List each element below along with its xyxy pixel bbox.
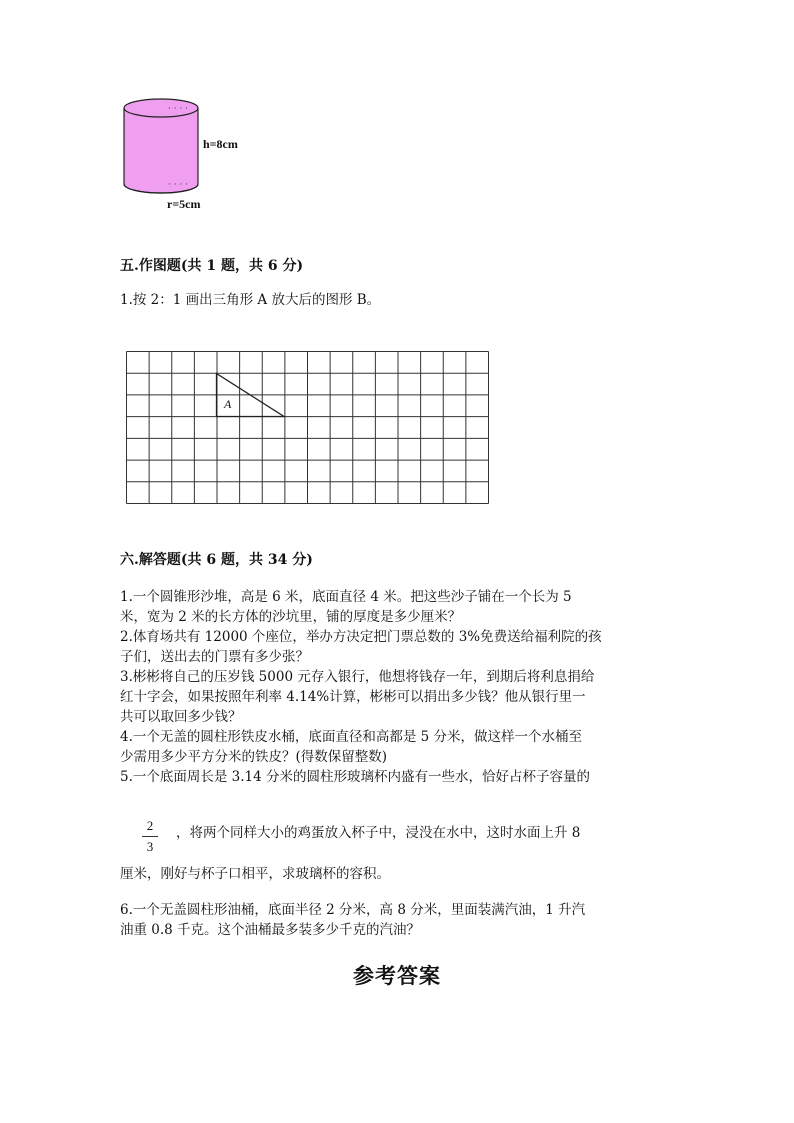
question-line: 米，宽为 2 米的长方体的沙坑里，铺的厚度是多少厘米？ — [120, 609, 462, 625]
question-line: 2.体育场共有 12000 个座位，举办方决定把门票总数的 3%免费送给福利院的孩 — [120, 629, 602, 645]
question-line: 1.一个圆锥形沙堆，高是 6 米，底面直径 4 米。把这些沙子铺在一个长为 5 — [120, 589, 572, 605]
radius-label: r=5cm — [167, 197, 201, 211]
drawing-grid — [126, 351, 490, 505]
question-line: 4.一个无盖的圆柱形铁皮水桶，底面直径和高都是 5 分米，做这样一个水桶至 — [120, 729, 583, 745]
question-line: 油重 0.8 千克。这个油桶最多装多少千克的汽油？ — [120, 922, 421, 938]
svg-text:· · · ·: · · · · — [168, 104, 189, 114]
fraction-denominator: 3 — [146, 839, 154, 854]
section-6-title: 六.解答题(共 6 题，共 34 分) — [120, 552, 313, 568]
fraction-two-thirds — [142, 818, 158, 855]
triangle-label: A — [224, 397, 232, 411]
question-line: 子们，送出去的门票有多少张？ — [120, 649, 309, 665]
height-label: h=8cm — [203, 137, 238, 151]
question-6 — [120, 900, 585, 940]
question-line: 3.彬彬将自己的压岁钱 5000 元存入银行，他想将钱存一年，到期后将利息捐给 — [120, 669, 595, 685]
fraction-numerator: 2 — [146, 818, 154, 833]
question-line: 红十字会，如果按照年利率 4.14%计算，彬彬可以捐出多少钱？他从银行里一 — [120, 689, 586, 705]
section-5-question-1: 1.按 2：1 画出三角形 A 放大后的图形 B。 — [120, 292, 381, 308]
question-line: 6.一个无盖圆柱形油桶，底面半径 2 分米，高 8 分米，里面装满汽油，1 升汽 — [120, 902, 586, 918]
question-5-end: 厘米，刚好与杯子口相平，求玻璃杯的容积。 — [120, 866, 390, 882]
question-5-continuation: ，将两个同样大小的鸡蛋放入杯子中，浸没在水中，这时水面上升 8 — [176, 825, 581, 841]
section-5-title: 五.作图题(共 1 题，共 6 分) — [120, 258, 304, 274]
svg-text:· · · ·: · · · · — [168, 180, 189, 190]
section-6-body — [120, 587, 602, 787]
question-line: 共可以取回多少钱？ — [120, 709, 242, 725]
question-line: 5.一个底面周长是 3.14 分米的圆柱形玻璃杯内盛有一些水，恰好占杯子容量的 — [120, 769, 591, 785]
answer-heading: 参考答案 — [353, 963, 441, 988]
question-line: 少需用多少平方分米的铁皮？(得数保留整数) — [120, 749, 388, 765]
